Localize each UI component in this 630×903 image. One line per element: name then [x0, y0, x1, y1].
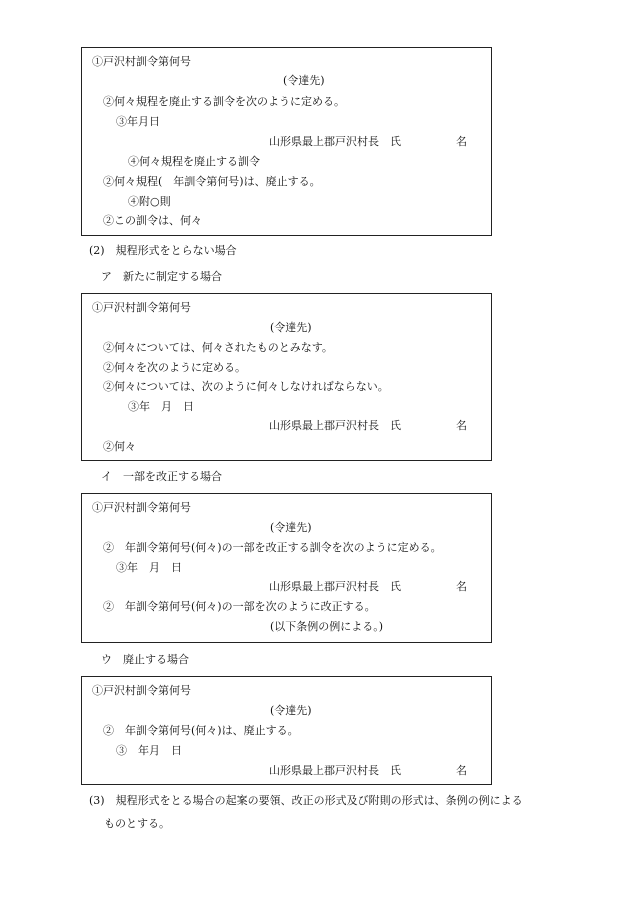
box2-line-order-number: ①戸沢村訓令第何号 — [92, 301, 191, 314]
box1-line-order-number: ①戸沢村訓令第何号 — [92, 55, 191, 68]
box1-line-preamble: ②何々規程を廃止する訓令を次のように定める。 — [103, 95, 345, 108]
box3-line-recipient: (令達先) — [270, 521, 312, 534]
box2-line-signature: 山形県最上郡戸沢村長 氏 名 — [269, 419, 467, 432]
box3-line-order-number: ①戸沢村訓令第何号 — [92, 501, 191, 514]
subsection-a-heading: ア 新たに制定する場合 — [101, 270, 222, 283]
box4-line-date: ③ 年月 日 — [116, 744, 182, 757]
section-3-line-1: (3) 規程形式をとる場合の起案の要領、改正の形式及び附則の形式は、条例の例による — [89, 794, 523, 807]
box1-line-date: ③年月日 — [116, 115, 160, 128]
subsection-i-heading: イ 一部を改正する場合 — [101, 470, 222, 483]
box4-line-body: ② 年訓令第何号(何々)は、廃止する。 — [103, 724, 299, 737]
box3-line-preamble: ② 年訓令第何号(何々)の一部を改正する訓令を次のように定める。 — [103, 541, 442, 554]
box2-line-date: ③年 月 日 — [128, 400, 194, 413]
box1-line-supplementary: ④附○則 — [128, 195, 171, 208]
example-box-new-enactment — [81, 293, 492, 461]
box1-line-signature: 山形県最上郡戸沢村長 氏 名 — [269, 135, 467, 148]
section-2-heading: (2) 規程形式をとらない場合 — [89, 244, 237, 257]
box2-line-must: ②何々については、次のように何々しなければならない。 — [103, 380, 389, 393]
box2-line-body: ②何々 — [103, 440, 136, 453]
box1-line-effective: ②この訓令は、何々 — [103, 214, 202, 227]
box2-line-define: ②何々を次のように定める。 — [103, 361, 246, 374]
box3-line-body: ② 年訓令第何号(何々)の一部を次のように改正する。 — [103, 600, 376, 613]
box4-line-order-number: ①戸沢村訓令第何号 — [92, 684, 191, 697]
box3-line-signature: 山形県最上郡戸沢村長 氏 名 — [269, 580, 467, 593]
section-3-line-2: ものとする。 — [104, 817, 170, 830]
box1-line-title: ④何々規程を廃止する訓令 — [128, 155, 260, 168]
box4-line-recipient: (令達先) — [270, 704, 312, 717]
box3-line-date: ③年 月 日 — [116, 561, 182, 574]
subsection-u-heading: ウ 廃止する場合 — [101, 653, 189, 666]
box3-line-note: (以下条例の例による。) — [270, 620, 384, 633]
box4-line-signature: 山形県最上郡戸沢村長 氏 名 — [269, 764, 467, 777]
box1-line-body: ②何々規程( 年訓令第何号)は、廃止する。 — [103, 175, 321, 188]
box2-line-recipient: (令達先) — [270, 321, 312, 334]
box2-line-deemed: ②何々については、何々されたものとみなす。 — [103, 341, 333, 354]
box1-line-recipient: (令達先) — [283, 74, 325, 87]
